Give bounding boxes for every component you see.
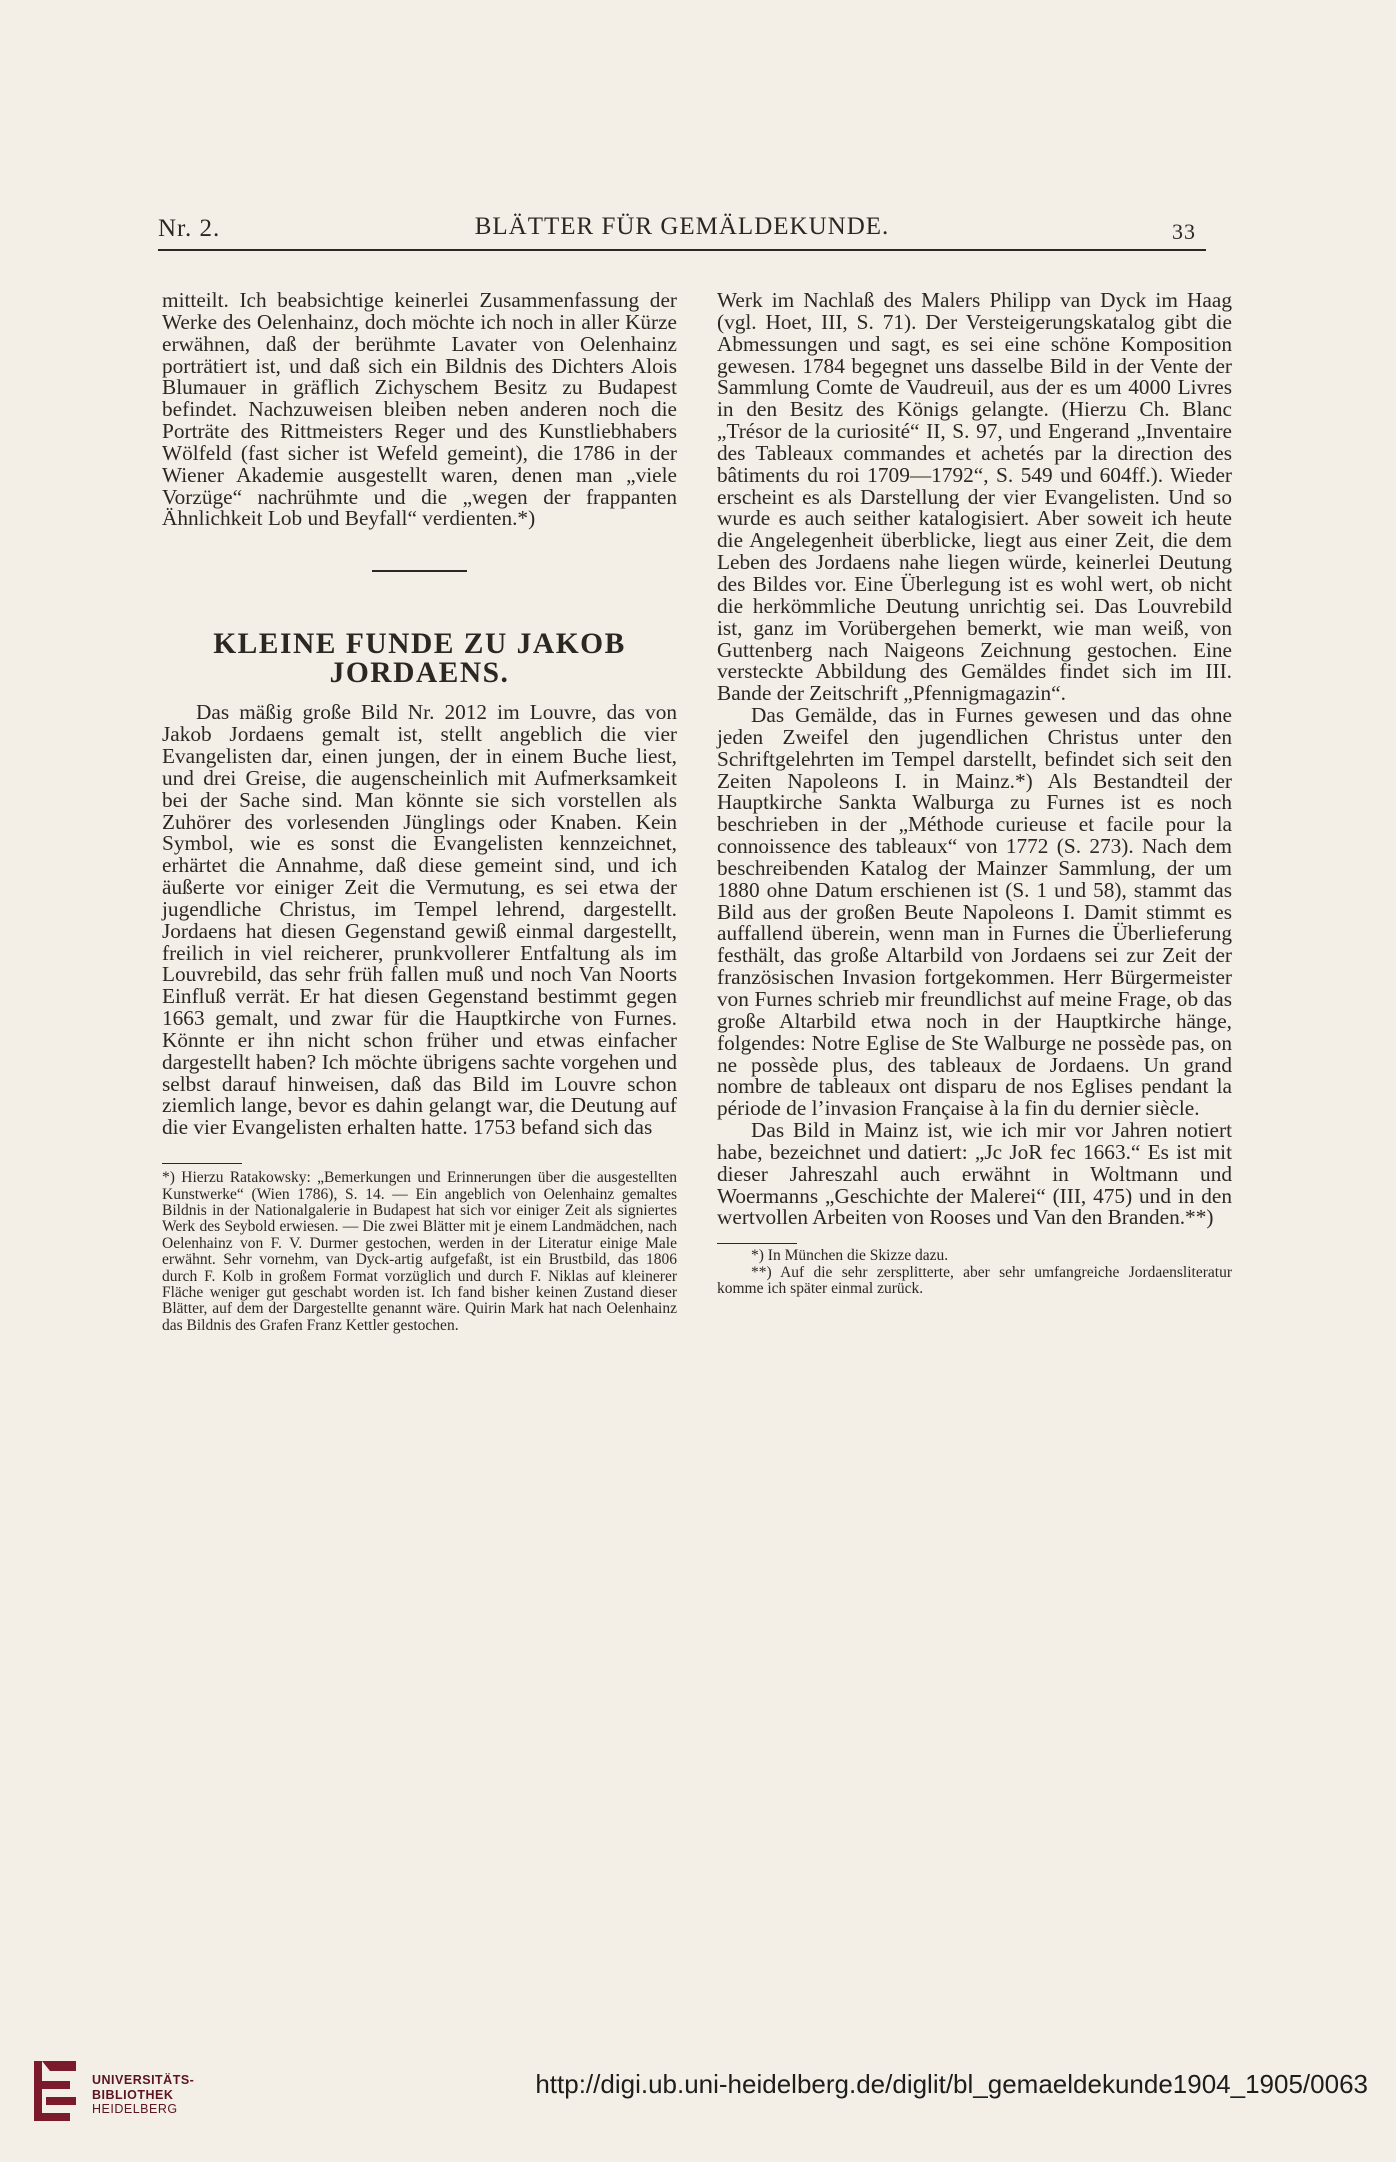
left-column [162, 290, 677, 1334]
footnote-rule [162, 1163, 242, 1164]
footnote: *) Hierzu Ratakowsky: „Bemerkungen und Erinnerungen über die ausgestellten Kunstwerke“ (Wien 1786), S. 14. — Ein angeblich von Oelenhainz gemaltes Bildnis in der Nationalgalerie in Budapest hat sich vor einiger Zeit als signiertes Werk des Seybold erwiesen. — Die zwei Blätter mit je einem Landmädchen, nach Oelenhainz von F. V. Durmer gestochen, werden in der Literatur einige Male erwähnt. Sehr vornehm, van Dyck-artig aufgefaßt, ist ein Brustbild, das 1806 durch F. Kolb in großem Format vorzüglich und durch F. Niklas auf kleinerer Fläche weniger gut geschabt worden ist. Ich fand bisher keinen Zustand dieser Blätter, auf dem der Dargestellte genannt wäre. Quirin Mark hat nach Oelenhainz das Bildnis des Grafen Franz Kettler gestochen. [162, 1169, 677, 1334]
running-header [158, 205, 1206, 251]
intro-paragraph: mitteilt. Ich beabsichtige keinerlei Zusammenfassung der Werke des Oelenhainz, doch möchte ich noch in aller Kürze erwähnen, daß der berühmte Lavater von Oelenhainz porträtiert ist, und daß sich ein Bildnis des Dichters Alois Blumauer in gräflich Zichyschem Besitz zu Budapest befindet. Nachzuweisen bleiben neben anderen noch die Porträte des Rittmeisters Reger und des Kunstliebhabers Wölfeld (fast sicher ist Wefeld gemeint), die 1786 in der Wiener Akademie ausgestellt waren, denen man „viele Vorzüge“ nachrühmte und die „wegen der frappanten Ähnlichkeit Lob und Beyfall“ verdienten.*) [162, 288, 677, 531]
footnote: **) Auf die sehr zersplitterte, aber sehr umfangreiche Jordaensliteratur komme ich später einmal zurück. [717, 1263, 1232, 1298]
issue-number: Nr. 2. [158, 215, 221, 242]
footnote-rule [717, 1243, 797, 1244]
article-paragraph: Das mäßig große Bild Nr. 2012 im Louvre, das von Jakob Jordaens gemalt ist, stellt angeblich die vier Evangelisten dar, einen jungen, der in einem Buche liest, und drei Greise, die augenscheinlich mit Aufmerksamkeit bei der Sache sind. Man könnte sie sich vorstellen als Zuhörer des vorlesenden Jünglings oder Knaben. Kein Symbol, wie es sonst die Evangelisten kennzeichnet, erhärtet die Annahme, daß diese gemeint sind, und ich äußerte vor einiger Zeit die Vermutung, es sei etwa der jugendliche Christus, im Tempel lehrend, dargestellt. Jordaens hat diesen Gegenstand gewiß einmal dargestellt, freilich in viel reicherer, prunkvollerer Entfaltung als im Louvrebild, das sehr früh fallen muß und noch Van Noorts Einfluß verrät. Er hat diesen Gegenstand bestimmt gegen 1663 gemalt, und zwar für die Hauptkirche von Furnes. Könnte er ihn nicht schon früher und etwas einfacher dargestellt haben? Ich möchte übrigens sachte vorgehen und selbst darauf hinweisen, daß das Bild im Louvre schon ziemlich lange, bevor es dahin gelangt war, die Deutung auf die vier Evangelisten erhalten hatte. 1753 befand sich das [162, 700, 677, 1140]
article-heading: KLEINE FUNDE ZU JAKOB JORDAENS. [213, 628, 626, 690]
page-number: 33 [1172, 219, 1196, 244]
source-url-link[interactable]: http://digi.ub.uni-heidelberg.de/diglit/bl_gemaeldekunde1904_1905/0063 [535, 2069, 1368, 2099]
section-divider [372, 570, 467, 572]
article-paragraph: Werk im Nachlaß des Malers Philipp van Dyck im Haag (vgl. Hoet, III, S. 71). Der Versteigerungskatalog gibt die Abmessungen und sagt, es sei eine schöne Komposition gewesen. 1784 begegnet uns dasselbe Bild in der Vente der Sammlung Comte de Vaudreuil, aus der es um 4000 Livres in den Besitz des Königs gelangte. (Hierzu Ch. Blanc „Trésor de la curiosité“ II, S. 97, und Engerand „Inventaire des Tableaux commandes et achetés par la direction des bâtiments du roi 1709—1792“, S. 549 und 604ff.). Wieder erscheint es als Darstellung der vier Evangelisten. Und so wurde es auch seither katalogisiert. Aber soweit ich heute die Angelegenheit überblicke, liegt aus einer Zeit, die dem Leben des Jordaens nahe liegen würde, keinerlei Deutung des Bildes vor. Eine Überlegung ist es wohl wert, ob nicht die herkömmliche Deutung unrichtig sei. Das Louvrebild ist, ganz im Vorübergehen bemerkt, wie man weiß, von Guttenberg nach Naigeons Zeichnung gestochen. Eine versteckte Abbildung des Gemäldes findet sich im III. Bande der Zeitschrift „Pfennigmagazin“. [717, 288, 1232, 706]
institution-name: UNIVERSITÄTS- BIBLIOTHEK HEIDELBERG [92, 2073, 195, 2116]
journal-title: BLÄTTER FÜR GEMÄLDEKUNDE. [474, 213, 890, 240]
digitization-footer [0, 2045, 1396, 2162]
library-logo-icon [30, 2059, 80, 2123]
footnote: *) In München die Skizze dazu. [751, 1247, 949, 1265]
right-column [717, 290, 1232, 1298]
article-paragraph: Das Bild in Mainz ist, wie ich mir vor Jahren notiert habe, bezeichnet und datiert: „Jc JoR fec 1663.“ Es ist mit dieser Jahreszahl auch erwähnt in Woltmann und Woermanns „Geschichte der Malerei“ (III, 475) und in den wertvollen Arbeiten von Rooses und Van den Branden.**) [717, 1118, 1232, 1230]
article-paragraph: Das Gemälde, das in Furnes gewesen und das ohne jeden Zweifel den jugendlichen Christus unter den Schriftgelehrten im Tempel darstellt, befindet sich seit den Zeiten Napoleons I. in Mainz.*) Als Bestandteil der Hauptkirche Sankta Walburga zu Furnes ist es noch beschrieben in der „Méthode curieuse et facile pour la connoissence des tableaux“ von 1772 (S. 273). Nach dem beschreibenden Katalog der Mainzer Sammlung, der um 1880 ohne Datum erschienen ist (S. 1 und 58), stammt das Bild aus der großen Beute Napoleons I. Damit stimmt es auffallend überein, wenn man in Furnes die Überlieferung festhält, das große Altarbild von Jordaens sei zur Zeit der französischen Invasion fortgekommen. Herr Bürgermeister von Furnes schrieb mir freundlichst auf meine Frage, ob das große Altarbild etwa noch in der Hauptkirche hänge, folgendes: Notre Eglise de Ste Walburge ne possède pas, on ne possède plus, des tableaux de Jordaens. Un grand nombre de tableaux ont disparu de nos Eglises pendant la période de l’invasion Française à la fin du dernier siècle. [717, 703, 1232, 1121]
